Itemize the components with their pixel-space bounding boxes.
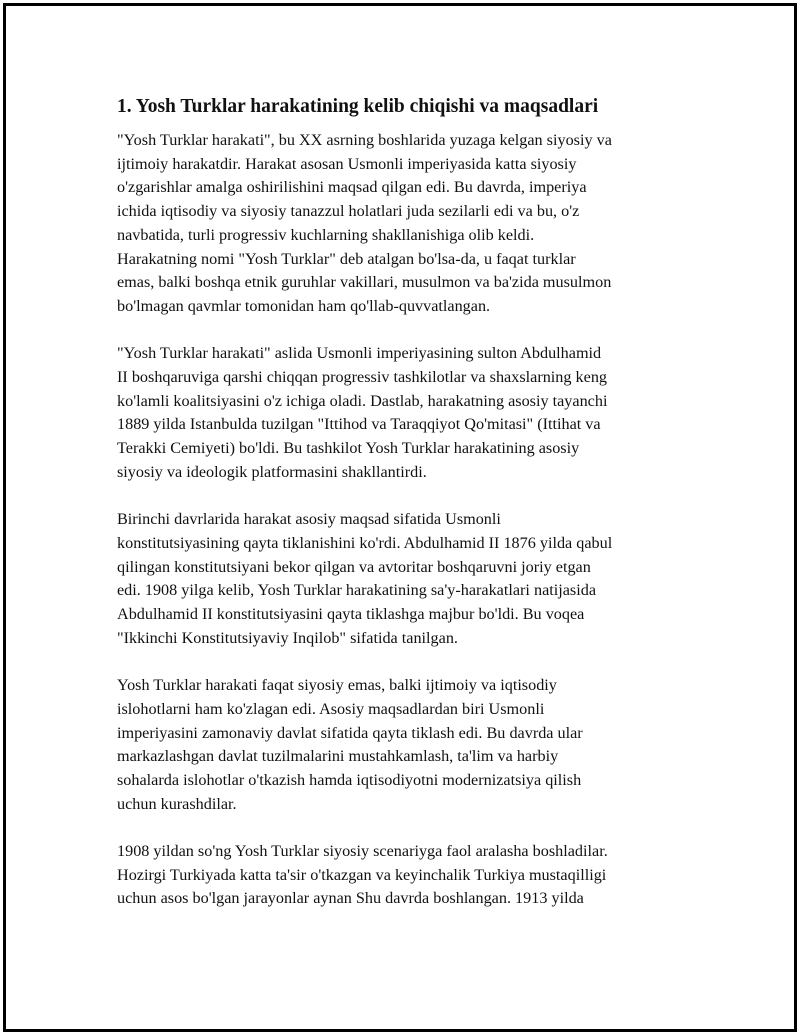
text-line: uchun kurashdilar. xyxy=(117,794,237,813)
paragraph xyxy=(117,342,687,484)
text-line: edi. 1908 yilga kelib, Yosh Turklar harakatining sa'y-harakatlari natijasida xyxy=(117,581,597,600)
paragraph-container xyxy=(117,129,687,911)
text-line: "Yosh Turklar harakati" aslida Usmonli imperiyasining sulton Abdulhamid xyxy=(117,344,602,363)
text-line: imperiyasini zamonaviy davlat sifatida qayta tiklash edi. Bu davrda ular xyxy=(117,723,583,742)
paragraph xyxy=(117,508,687,650)
text-line: Yosh Turklar harakati faqat siyosiy emas, balki ijtimoiy va iqtisodiy xyxy=(117,676,557,695)
text-line: qilingan konstitutsiyani bekor qilgan va avtoritar boshqaruvni joriy etgan xyxy=(117,557,591,576)
document-body xyxy=(117,95,687,935)
text-line: Hozirgi Turkiyada katta ta'sir o'tkazgan va keyinchalik Turkiya mustaqilligi xyxy=(117,865,607,884)
text-line: emas, balki boshqa etnik guruhlar vakillari, musulmon va ba'zida musulmon xyxy=(117,273,612,292)
text-line: Birinchi davrlarida harakat asosiy maqsad sifatida Usmonli xyxy=(117,510,501,529)
text-line: markazlashgan davlat tuzilmalarini mustahkamlash, ta'lim va harbiy xyxy=(117,747,559,766)
text-line: islohotlarni ham ko'zlagan edi. Asosiy maqsadlardan biri Usmonli xyxy=(117,699,545,718)
text-line: sohalarda islohotlar o'tkazish hamda iqtisodiyotni modernizatsiya qilish xyxy=(117,770,582,789)
text-line: ichida iqtisodiy va siyosiy tanazzul holatlari juda sezilarli edi va bu, o'z xyxy=(117,202,580,221)
text-line: Harakatning nomi "Yosh Turklar" deb atalgan bo'lsa-da, u faqat turklar xyxy=(117,249,576,268)
text-line: "Ikkinchi Konstitutsiyaviy Inqilob" sifatida tanilgan. xyxy=(117,628,458,647)
text-line: ijtimoiy harakatdir. Harakat asosan Usmonli imperiyasida katta siyosiy xyxy=(117,154,577,173)
text-line: 1908 yildan so'ng Yosh Turklar siyosiy scenariyga faol aralasha boshladilar. xyxy=(117,842,608,861)
text-line: navbatida, turli progressiv kuchlarning shakllanishiga olib keldi. xyxy=(117,225,535,244)
document-title: 1. Yosh Turklar harakatining kelib chiqishi va maqsadlari xyxy=(117,96,599,117)
text-line: uchun asos bo'lgan jarayonlar aynan Shu davrda boshlangan. 1913 yilda xyxy=(117,889,584,908)
text-line: II boshqaruviga qarshi chiqqan progressiv tashkilotlar va shaxslarning keng xyxy=(117,368,608,387)
text-line: konstitutsiyasining qayta tiklanishini ko'rdi. Abdulhamid II 1876 yilda qabul xyxy=(117,533,613,552)
text-line: "Yosh Turklar harakati", bu XX asrning boshlarida yuzaga kelgan siyosiy va xyxy=(117,131,612,149)
text-line: ko'lamli koalitsiyasini o'z ichiga oladi. Dastlab, harakatning asosiy tayanchi xyxy=(117,391,608,410)
text-line: 1889 yilda Istanbulda tuzilgan "Ittihod va Taraqqiyot Qo'mitasi" (Ittihat va xyxy=(117,415,601,434)
text-line: siyosiy va ideologik platformasini shakllantirdi. xyxy=(117,462,427,481)
text-line: Abdulhamid II konstitutsiyasini qayta tiklashga majbur bo'ldi. Bu voqea xyxy=(117,605,585,624)
text-line: Terakki Cemiyeti) bo'ldi. Bu tashkilot Yosh Turklar harakatining asosiy xyxy=(117,439,580,458)
text-line: o'zgarishlar amalga oshirilishini maqsad qilgan edi. Bu davrda, imperiya xyxy=(117,178,587,197)
paragraph xyxy=(117,840,687,911)
paragraph xyxy=(117,674,687,816)
text-line: bo'lmagan qavmlar tomonidan ham qo'llab-quvvatlangan. xyxy=(117,296,491,315)
paragraph xyxy=(117,129,687,319)
